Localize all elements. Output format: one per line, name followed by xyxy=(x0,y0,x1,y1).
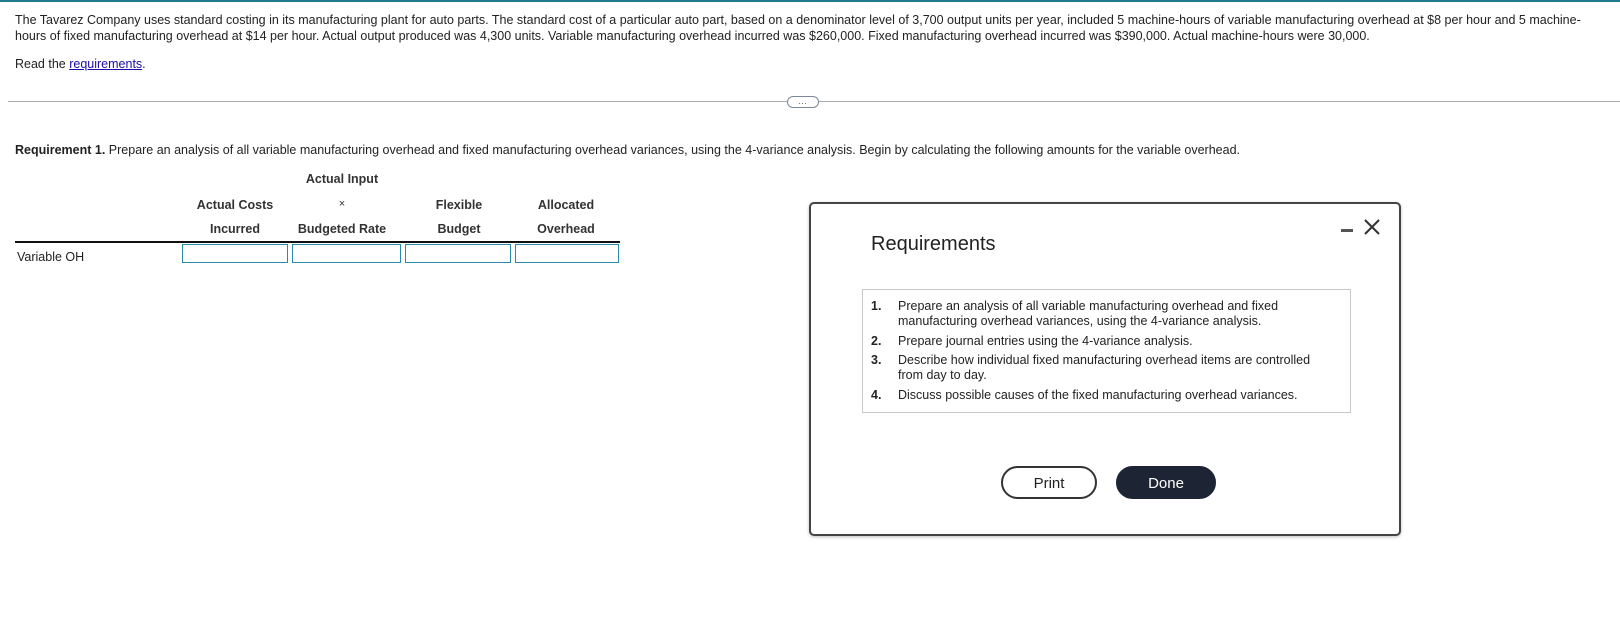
read-requirements-line xyxy=(15,57,146,71)
list-item-number: 1. xyxy=(871,299,882,313)
allocated-overhead-input[interactable] xyxy=(515,244,619,263)
expand-more-button[interactable]: … xyxy=(787,96,819,108)
list-item-number: 2. xyxy=(871,334,882,348)
list-item-number: 4. xyxy=(871,388,882,402)
header-actual-input: Actual Input xyxy=(305,172,379,186)
print-button[interactable]: Print xyxy=(1001,466,1097,499)
problem-statement: The Tavarez Company uses standard costing in its manufacturing plant for auto parts. The standard cost of a particular auto part, based on a denominator level of 3,700 output units per year, included 5 machine-hours of variable manufacturing overhead at $8 per hour and 5 machine-hours of fixed manufacturing overhead at $14 per hour. Actual output produced was 4,300 units. Variable manufacturing overhead incurred was $260,000. Fixed manufacturing overhead incurred was $390,000. Actual machine-hours were 30,000. xyxy=(15,13,1581,43)
header-budget: Budget xyxy=(437,222,481,236)
dialog-title: Requirements xyxy=(871,233,996,255)
requirement-1-label: Requirement 1. xyxy=(15,143,106,157)
list-item-text: Discuss possible causes of the fixed manufacturing overhead variances. xyxy=(898,388,1298,402)
header-allocated: Allocated xyxy=(537,198,595,212)
header-actual-costs: Actual Costs xyxy=(196,198,274,212)
top-accent-bar xyxy=(0,0,1620,2)
requirement-1-instructions xyxy=(15,143,1240,157)
read-suffix: . xyxy=(142,57,146,71)
requirements-link[interactable]: requirements xyxy=(69,57,143,71)
header-overhead: Overhead xyxy=(537,222,595,236)
close-icon[interactable] xyxy=(1360,215,1384,239)
header-incurred: Incurred xyxy=(209,222,260,236)
minimize-icon[interactable] xyxy=(1341,229,1353,232)
header-flexible: Flexible xyxy=(435,198,483,212)
row-label-variable-oh: Variable OH xyxy=(17,250,85,264)
list-item-text: Prepare journal entries using the 4-variance analysis. xyxy=(898,334,1193,348)
list-item-text: Prepare an analysis of all variable manufacturing overhead and fixed manufacturing overhead variances, using the 4-variance analysis. xyxy=(898,299,1279,328)
requirement-1-text: Prepare an analysis of all variable manufacturing overhead and fixed manufacturing overhead variances, using the 4-variance analysis. Begin by calculating the following amounts for the variable overhead. xyxy=(105,143,1241,157)
table-header-rule xyxy=(15,241,620,243)
list-item-number: 3. xyxy=(871,353,882,367)
flexible-budget-input[interactable] xyxy=(405,244,511,263)
read-prefix: Read the xyxy=(15,57,70,71)
header-budgeted-rate: Budgeted Rate xyxy=(297,222,387,236)
requirements-dialog xyxy=(809,202,1401,536)
header-times-symbol: × xyxy=(338,198,346,210)
actual-costs-incurred-input[interactable] xyxy=(182,244,288,263)
requirements-list xyxy=(862,289,1351,413)
list-item-text: Describe how individual fixed manufacturing overhead items are controlled from day to day. xyxy=(898,353,1311,382)
actual-input-budgeted-rate-input[interactable] xyxy=(292,244,401,263)
done-button[interactable]: Done xyxy=(1116,466,1216,499)
